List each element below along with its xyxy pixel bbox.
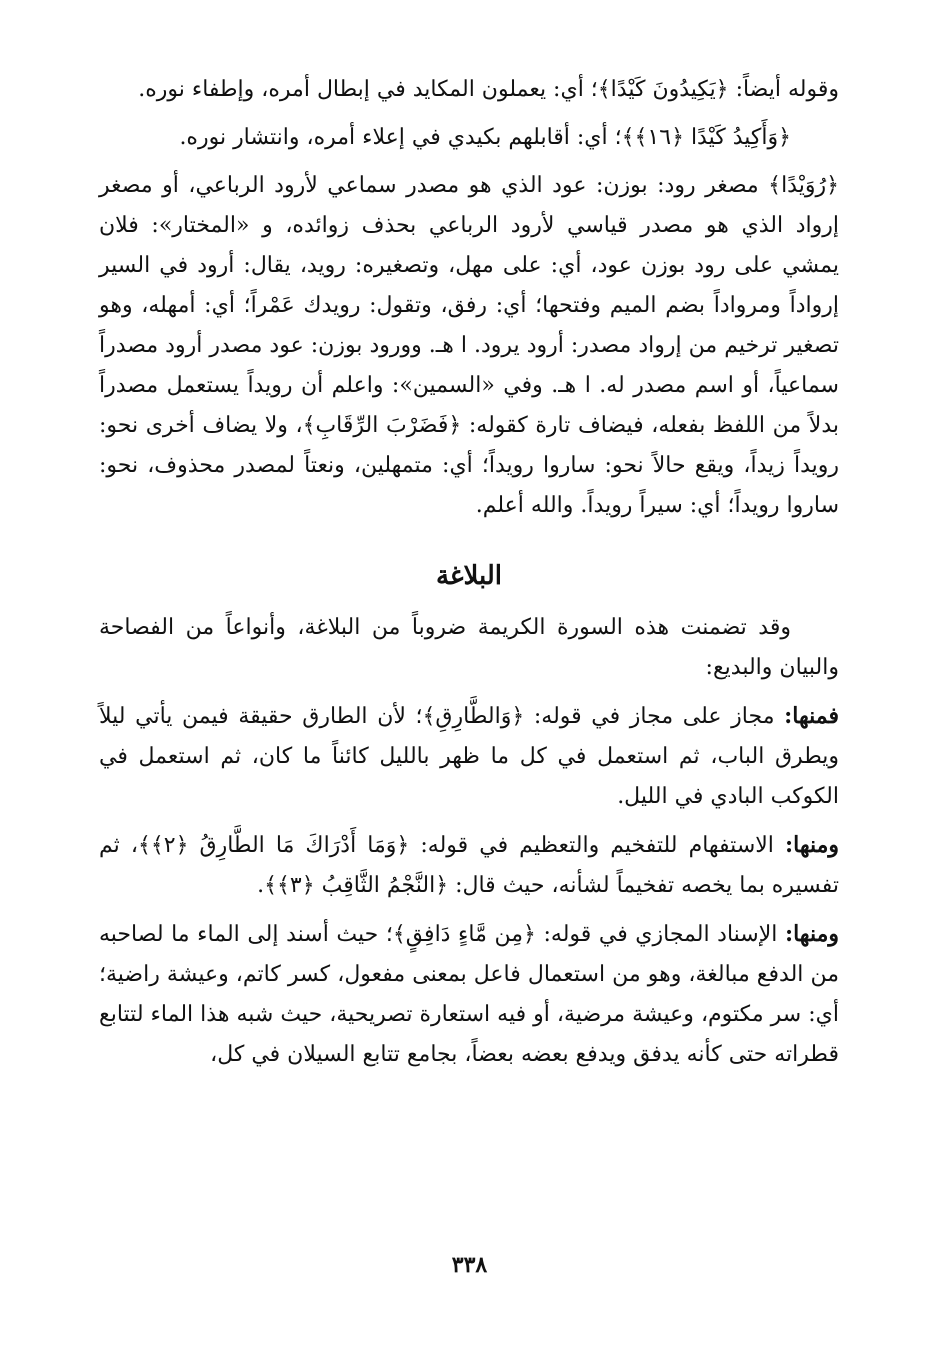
paragraph-kayd: وقوله أيضاً: ﴿يَكِيدُونَ كَيْدًا﴾؛ أي: يعملون المكايد في إبطال أمره، وإطفاء نوره. xyxy=(138,77,839,102)
item-lead: ومنها: xyxy=(785,832,840,858)
page-body xyxy=(99,70,839,1075)
page-number: ٣٣٨ xyxy=(451,1252,488,1278)
balagha-item-majaz xyxy=(99,696,839,817)
section-intro: وقد تضمنت هذه السورة الكريمة ضروباً من البلاغة، وأنواعاً من الفصاحة والبيان والبديع: xyxy=(99,615,839,680)
item-lead: ومنها: xyxy=(784,921,839,947)
item-text: الاستفهام للتفخيم والتعظيم في قوله: ﴿وَمَا أَدْرَاكَ مَا الطَّارِقُ ﴿٢﴾﴾، ثم تفسيره بما يخصه تفخيماً لشأنه، حيث قال: ﴿النَّجْمُ الثَّاقِبُ ﴿٣﴾﴾. xyxy=(99,833,839,898)
balagha-item-istifham xyxy=(99,825,839,906)
section-heading: البلاغة xyxy=(435,561,503,591)
balagha-item-isnad xyxy=(99,914,839,1075)
paragraph-ruwaydan: ﴿رُوَيْدًا﴾ مصغر رود: بوزن: عود الذي هو مصدر سماعي لأرود الرباعي، أو مصغر إرواد الذي هو مصدر قياسي لأرود الرباعي بحذف زوائده، و «المختار»: فلان يمشي على رود بوزن عود، أي: على مهل، وتصغيره: رويد، يقال: أرود في السير إرواداً ومرواداً بضم الميم وفتحها؛ أي: رفق، وتقول: رويدك عَمْراً؛ أي: أمهله، وهو تصغير ترخيم من إرواد مصدر: أرود يرود. ا هـ. وورود بوزن: عود مصدر أرود مصدراً سماعياً، أو اسم مصدر له. ا هـ. وفي «السمين»: واعلم أن رويداً يستعمل مصدراً بدلاً من اللفظ بفعله، فيضاف تارة كقوله: ﴿فَضَرْبَ الرِّقَابِ﴾، ولا يضاف أخرى نحو: رويداً زيداً، ويقع حالاً نحو: ساروا رويداً؛ أي: متمهلين، ونعتاً لمصدر محذوف، نحو: ساروا رويداً؛ أي: سيراً رويداً. والله أعلم. xyxy=(99,173,839,518)
paragraph-akidu: ﴿وَأَكِيدُ كَيْدًا ﴿١٦﴾﴾؛ أي: أقابلهم بكيدي في إعلاء أمره، وانتشار نوره. xyxy=(179,125,791,150)
item-text: الإسناد المجازي في قوله: ﴿مِن مَّاءٍ دَافِقٍ﴾؛ حيث أسند إلى الماء ما لصاحبه من الدفع مبالغة، وهو من استعمال فاعل بمعنى مفعول، كسر كاتم، وعيشة راضية؛ أي: سر مكتوم، وعيشة مرضية، أو فيه استعارة تصريحية، حيث شبه هذا الماء لتتابع قطراته حتى كأنه يدفق ويدفع بعضه بعضاً، بجامع تتابع السيلان في كل، xyxy=(99,922,839,1067)
item-text: مجاز على مجاز في قوله: ﴿وَالطَّارِقِ﴾؛ لأن الطارق حقيقة فيمن يأتي ليلاً ويطرق الباب، ثم استعمل في كل ما ظهر بالليل كائناً ما كان، ثم استعمل في الكوكب البادي في الليل. xyxy=(99,704,839,809)
item-lead: فمنها: xyxy=(784,703,839,729)
